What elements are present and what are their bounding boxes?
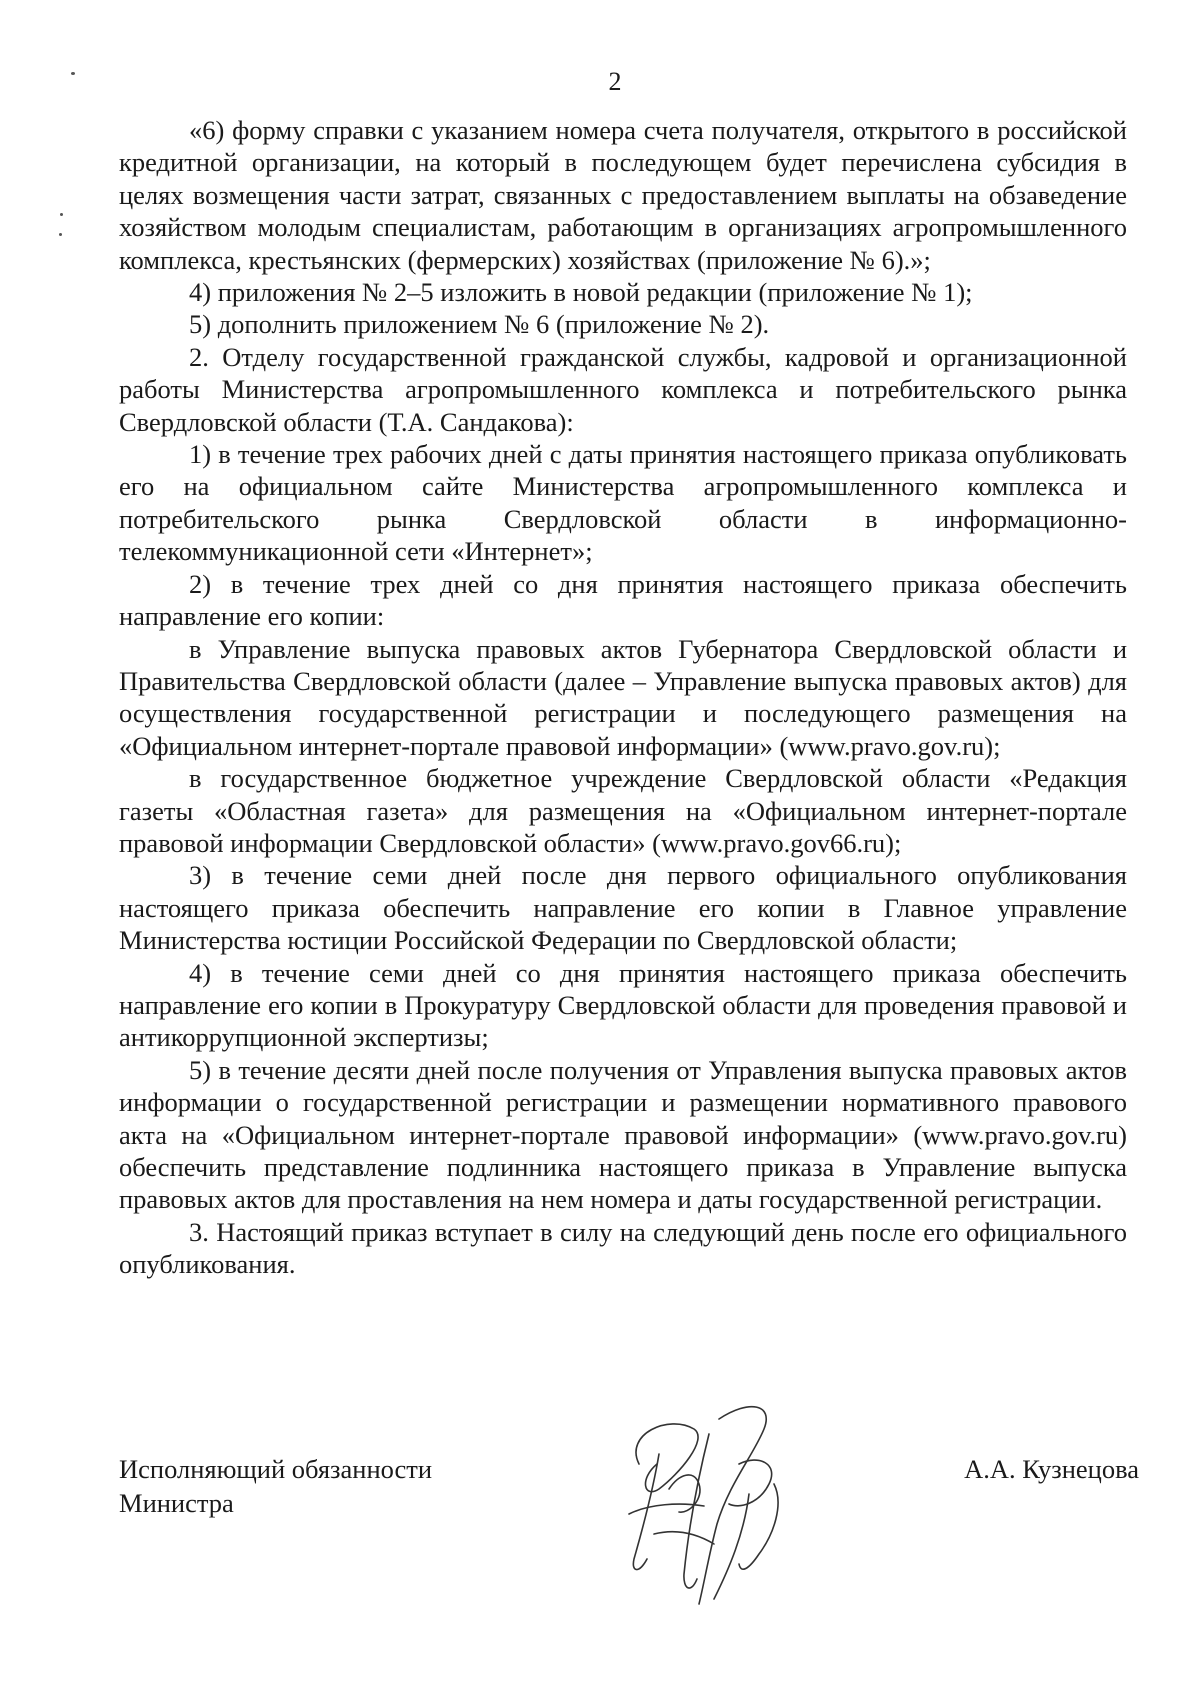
paragraph: 4) в течение семи дней со дня принятия настоящего приказа обеспечить направление его копии в Прокуратуру Свердловской области для проведения правовой и антикоррупционной экспертизы; (119, 957, 1127, 1053)
signature-block (119, 1452, 1139, 1652)
signer-position-line: Министра (119, 1488, 234, 1518)
paragraph: 3) в течение семи дней после дня первого официального опубликования настоящего приказа обеспечить направление его копии в Главное управление Министерства юстиции Российской Федерации по Свердловской области; (119, 860, 1127, 956)
document-body (119, 114, 1127, 1281)
scan-speck (60, 213, 63, 216)
paragraph: «6) форму справки с указанием номера счета получателя, открытого в российской кредитной организации, на который в последующем будет перечислена субсидия в целях возмещения части затрат, связанных с предоставлением выплаты на обзаведение хозяйством молодым специалистам, работающим в организациях агропромышленного комплекса, крестьянских (фермерских) хозяйствах (приложение № 6).»; (119, 115, 1127, 275)
paragraph: в государственное бюджетное учреждение Свердловской области «Редакция газеты «Областная газета» для размещения на «Официальном интернет-портале правовой информации Свердловской области» (www.pravo.gov66.ru); (119, 763, 1127, 858)
handwritten-signature (599, 1394, 819, 1614)
page-number: 2 (608, 67, 622, 96)
signer-name: А.А. Кузнецова (964, 1454, 1139, 1484)
signer-position-line: Исполняющий обязанности (119, 1454, 433, 1484)
paragraph: 5) в течение десяти дней после получения от Управления выпуска правовых актов информации о государственной регистрации и размещении нормативного правового акта на «Официальном интернет-портале правовой информации» (www.pravo.gov.ru) обеспечить представление подлинника настоящего приказа в Управление выпуска правовых актов для проставления на нем номера и даты государственной регистрации. (119, 1054, 1127, 1215)
paragraph: в Управление выпуска правовых актов Губернатора Свердловской области и Правительства Свердловской области (далее – Управление выпуска правовых актов) для осуществления государственной регистрации и последующего размещения на «Официальном интернет-портале правовой информации» (www.pravo.gov.ru); (119, 633, 1127, 761)
paragraph: 5) дополнить приложением № 6 (приложение № 2). (189, 309, 770, 340)
paragraph: 3. Настоящий приказ вступает в силу на следующий день после его официального опубликования. (119, 1216, 1127, 1280)
paragraph: 2. Отделу государственной гражданской службы, кадровой и организационной работы Министерства агропромышленного комплекса и потребительского рынка Свердловской области (Т.А. Сандакова): (119, 341, 1127, 437)
scan-speck (59, 233, 62, 236)
paragraph: 2) в течение трех дней со дня принятия настоящего приказа обеспечить направление его копии: (119, 568, 1127, 632)
paragraph: 1) в течение трех рабочих дней с даты принятия настоящего приказа опубликовать его на официальном сайте Министерства агропромышленного комплекса и потребительского рынка Свердловской области в информационно-телекоммуникационной сети «Интернет»; (119, 439, 1127, 567)
paragraph: 4) приложения № 2–5 изложить в новой редакции (приложение № 1); (189, 277, 973, 308)
signer-position (119, 1452, 432, 1520)
